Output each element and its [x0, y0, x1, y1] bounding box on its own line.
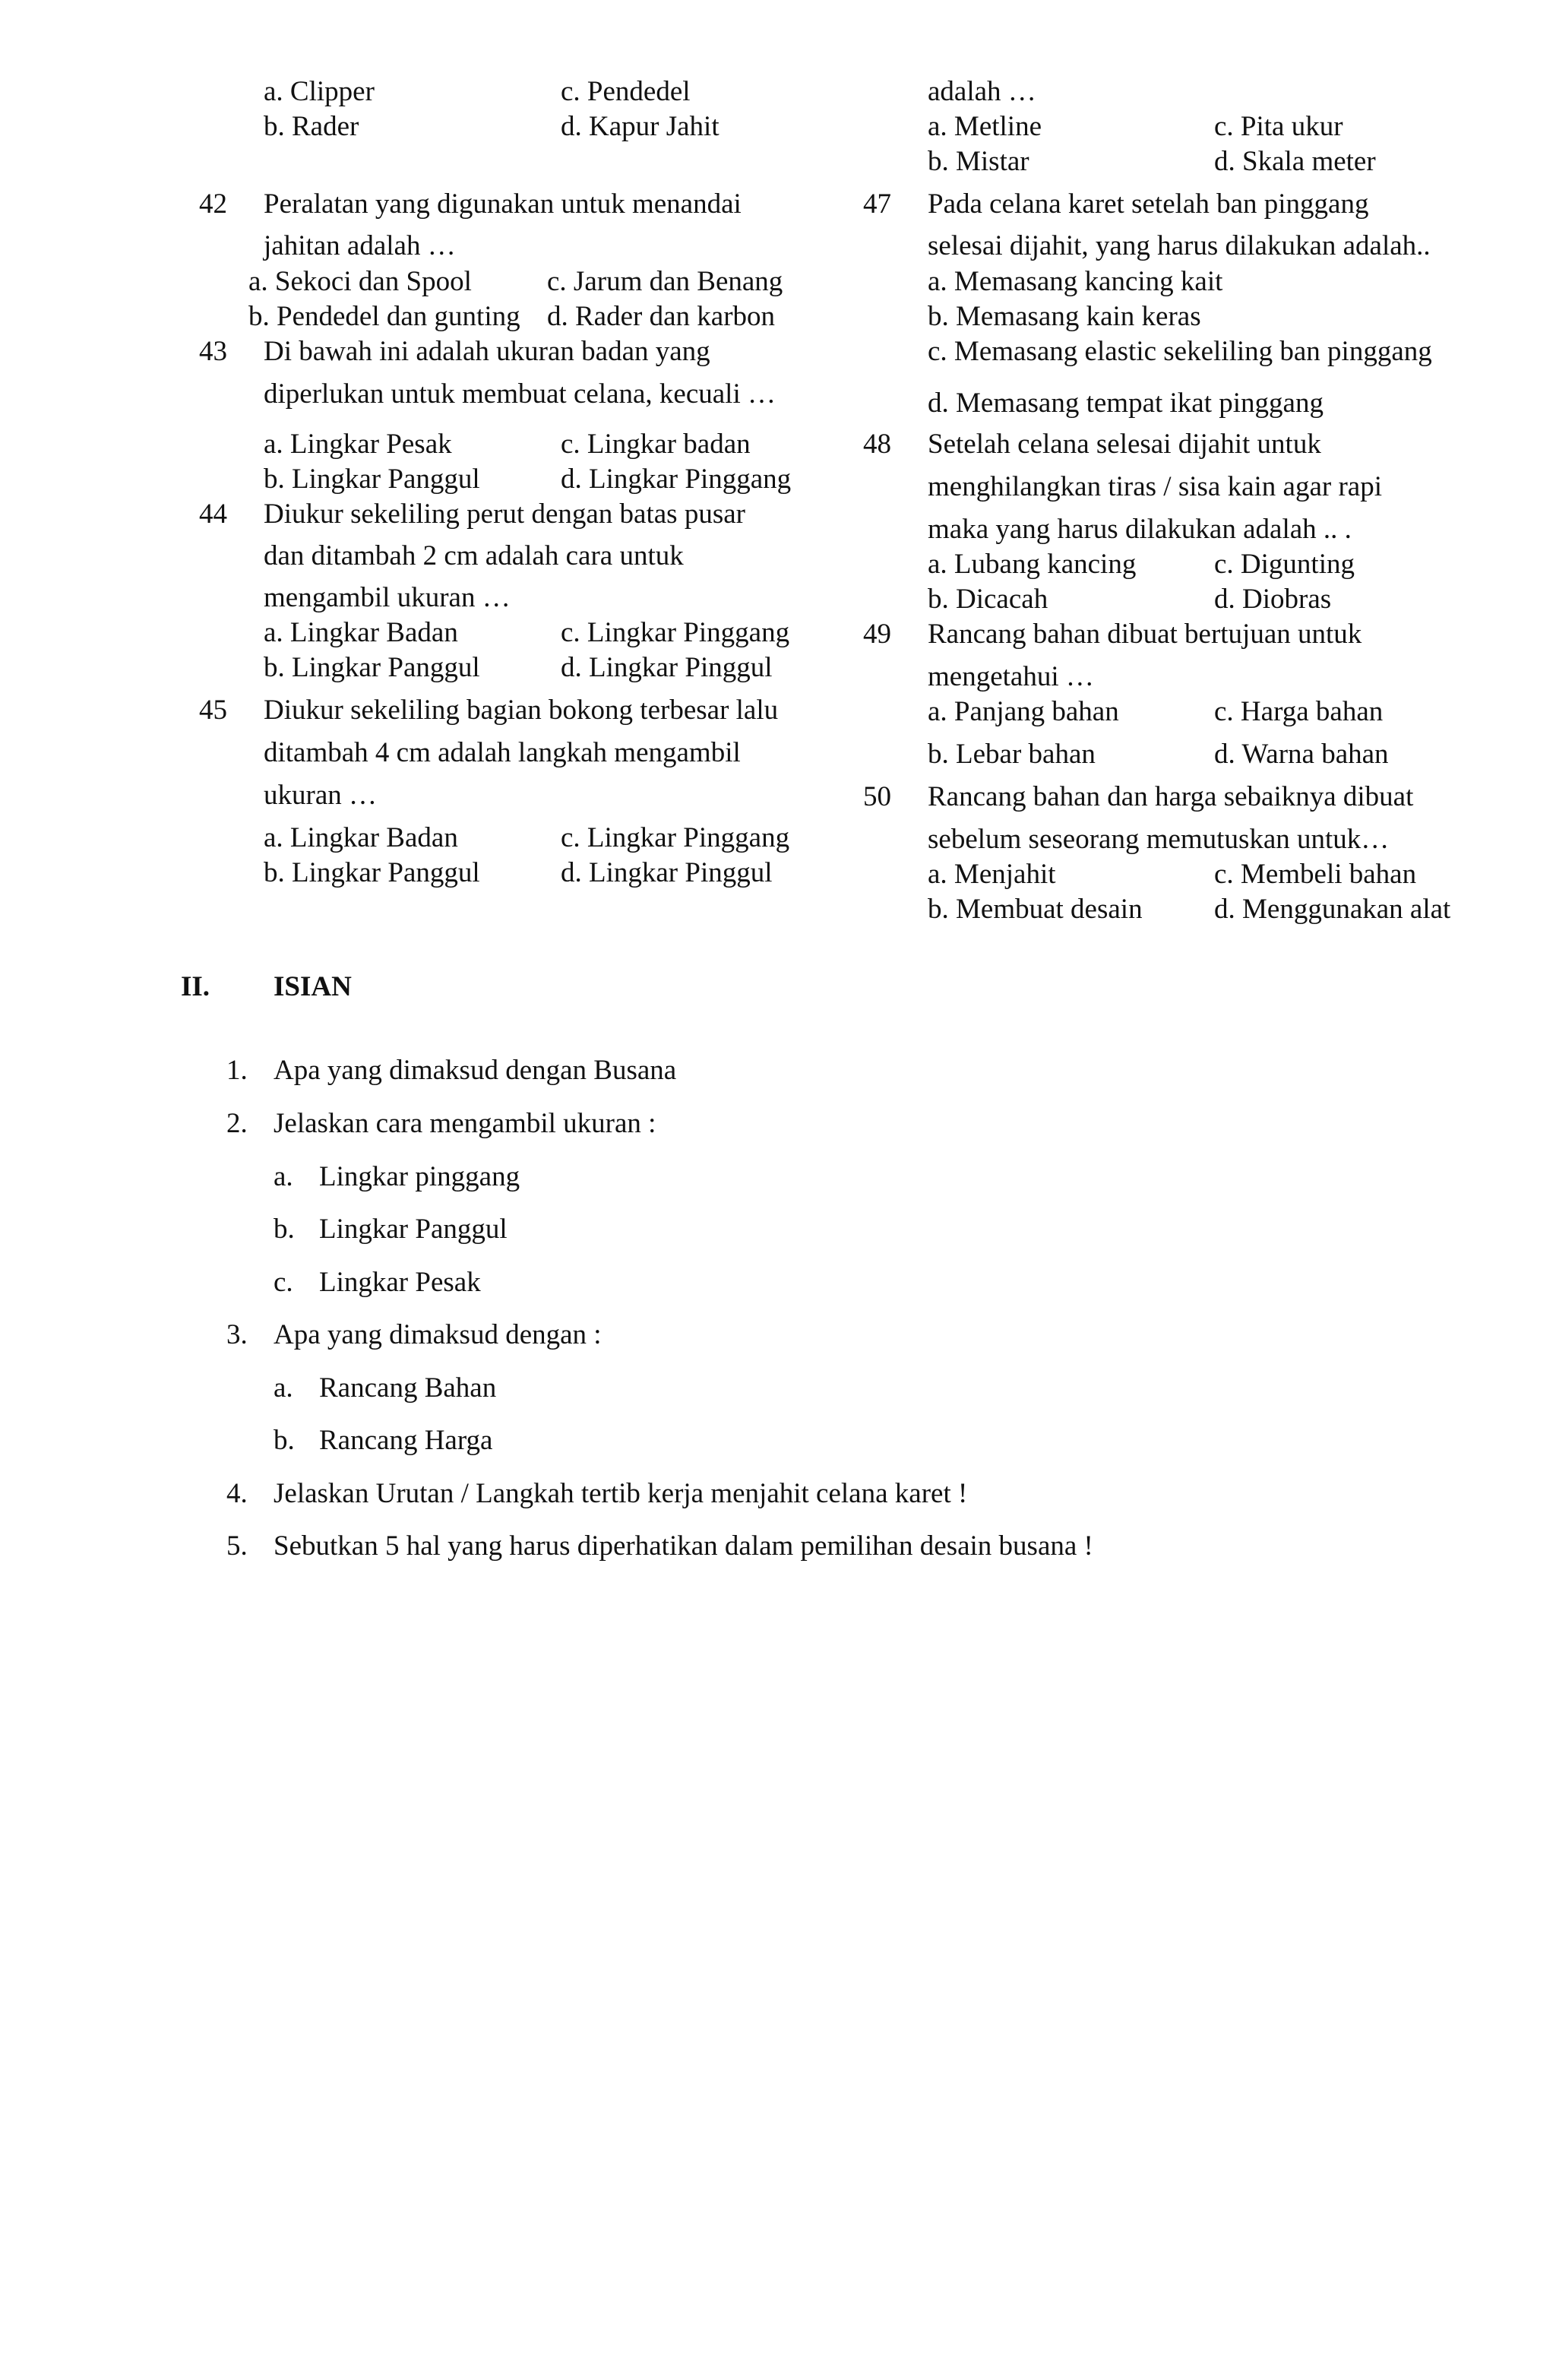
- q49-option-a: a. Panjang bahan: [928, 696, 1119, 727]
- q49-option-b: b. Lebar bahan: [928, 739, 1096, 770]
- q45-number: 45: [199, 695, 227, 726]
- q48-option-c: c. Digunting: [1214, 549, 1355, 580]
- q49-option-d: d. Warna bahan: [1214, 739, 1389, 770]
- q41-option-c: c. Pendedel: [561, 76, 691, 107]
- q48-question-line3: maka yang harus dilakukan adalah .. .: [928, 514, 1352, 545]
- q48-option-b: b. Dicacah: [928, 584, 1048, 615]
- q45-option-d: d. Lingkar Pinggul: [561, 857, 773, 888]
- essay-item-number: 2.: [226, 1108, 248, 1139]
- essay-subitem-letter: a.: [274, 1372, 293, 1404]
- q50-option-b: b. Membuat desain: [928, 894, 1143, 925]
- q44-option-b: b. Lingkar Panggul: [264, 652, 480, 683]
- q44-question-line1: Diukur sekeliling perut dengan batas pusar: [264, 498, 745, 530]
- q44-option-c: c. Lingkar Pinggang: [561, 617, 790, 648]
- essay-item-number: 5.: [226, 1530, 248, 1562]
- essay-item-number: 1.: [226, 1055, 248, 1086]
- q45-question-line1: Diukur sekeliling bagian bokong terbesar lalu: [264, 695, 779, 726]
- q43-option-b: b. Lingkar Panggul: [264, 464, 480, 495]
- essay-subitem-text: Rancang Harga: [319, 1425, 493, 1456]
- q48-option-a: a. Lubang kancing: [928, 549, 1137, 580]
- q43-question-line2: diperlukan untuk membuat celana, kecuali …: [264, 378, 776, 410]
- q43-option-c: c. Lingkar badan: [561, 429, 751, 460]
- essay-subitem-text: Lingkar pinggang: [319, 1161, 520, 1192]
- q49-question-line1: Rancang bahan dibuat bertujuan untuk: [928, 619, 1362, 650]
- essay-item-number: 3.: [226, 1319, 248, 1350]
- essay-subitem-letter: c.: [274, 1267, 293, 1298]
- essay-item-number: 4.: [226, 1478, 248, 1509]
- q43-question-line1: Di bawah ini adalah ukuran badan yang: [264, 336, 710, 367]
- q47-option-c: c. Memasang elastic sekeliling ban pinggang: [928, 336, 1432, 367]
- q44-option-d: d. Lingkar Pinggul: [561, 652, 773, 683]
- q49-question-line2: mengetahui …: [928, 661, 1094, 692]
- q50-question-line2: sebelum seseorang memutuskan untuk…: [928, 824, 1390, 855]
- q48-question-line2: menghilangkan tiras / sisa kain agar rapi: [928, 471, 1382, 502]
- section-title: ISIAN: [274, 971, 352, 1002]
- essay-item-text: Apa yang dimaksud dengan Busana: [274, 1055, 677, 1086]
- q47-question-line2: selesai dijahit, yang harus dilakukan adalah..: [928, 230, 1431, 261]
- essay-subitem-letter: b.: [274, 1425, 295, 1456]
- essay-item-text: Jelaskan Urutan / Langkah tertib kerja menjahit celana karet !: [274, 1478, 968, 1509]
- q48-number: 48: [863, 429, 891, 460]
- q47-option-d: d. Memasang tempat ikat pinggang: [928, 388, 1324, 419]
- q44-question-line2: dan ditambah 2 cm adalah cara untuk: [264, 540, 684, 571]
- q42-option-a: a. Sekoci dan Spool: [248, 266, 472, 297]
- q46-option-a: a. Metline: [928, 111, 1042, 142]
- q48-question-line1: Setelah celana selesai dijahit untuk: [928, 429, 1321, 460]
- q49-number: 49: [863, 619, 891, 650]
- q47-option-b: b. Memasang kain keras: [928, 301, 1201, 332]
- q41-option-d: d. Kapur Jahit: [561, 111, 719, 142]
- section-roman-numeral: II.: [181, 971, 210, 1002]
- q45-option-c: c. Lingkar Pinggang: [561, 822, 790, 853]
- q42-question-line1: Peralatan yang digunakan untuk menandai: [264, 188, 742, 220]
- essay-subitem-letter: a.: [274, 1161, 293, 1192]
- q46-option-d: d. Skala meter: [1214, 146, 1376, 177]
- q45-question-line3: ukuran …: [264, 780, 377, 811]
- q46-question-tail: adalah …: [928, 76, 1036, 107]
- essay-subitem-text: Lingkar Panggul: [319, 1214, 508, 1245]
- essay-subitem-letter: b.: [274, 1214, 295, 1245]
- q45-option-b: b. Lingkar Panggul: [264, 857, 480, 888]
- q47-question-line1: Pada celana karet setelah ban pinggang: [928, 188, 1369, 220]
- q43-option-d: d. Lingkar Pinggang: [561, 464, 792, 495]
- q50-number: 50: [863, 781, 891, 812]
- q43-option-a: a. Lingkar Pesak: [264, 429, 452, 460]
- q47-number: 47: [863, 188, 891, 220]
- essay-subitem-text: Lingkar Pesak: [319, 1267, 481, 1298]
- q49-option-c: c. Harga bahan: [1214, 696, 1384, 727]
- q46-option-c: c. Pita ukur: [1214, 111, 1343, 142]
- q41-option-b: b. Rader: [264, 111, 359, 142]
- q42-number: 42: [199, 188, 227, 220]
- essay-item-text: Sebutkan 5 hal yang harus diperhatikan dalam pemilihan desain busana !: [274, 1530, 1093, 1562]
- q43-number: 43: [199, 336, 227, 367]
- essay-item-text: Apa yang dimaksud dengan :: [274, 1319, 602, 1350]
- q47-option-a: a. Memasang kancing kait: [928, 266, 1223, 297]
- q42-option-c: c. Jarum dan Benang: [547, 266, 783, 297]
- essay-subitem-text: Rancang Bahan: [319, 1372, 497, 1404]
- q48-option-d: d. Diobras: [1214, 584, 1332, 615]
- q45-question-line2: ditambah 4 cm adalah langkah mengambil: [264, 737, 741, 768]
- q46-option-b: b. Mistar: [928, 146, 1029, 177]
- q41-option-a: a. Clipper: [264, 76, 375, 107]
- q42-option-b: b. Pendedel dan gunting: [248, 301, 520, 332]
- q50-option-a: a. Menjahit: [928, 859, 1056, 890]
- q42-option-d: d. Rader dan karbon: [547, 301, 776, 332]
- q45-option-a: a. Lingkar Badan: [264, 822, 458, 853]
- q44-question-line3: mengambil ukuran …: [264, 582, 511, 613]
- q44-option-a: a. Lingkar Badan: [264, 617, 458, 648]
- q44-number: 44: [199, 498, 227, 530]
- q42-question-line2: jahitan adalah …: [264, 230, 456, 261]
- q50-question-line1: Rancang bahan dan harga sebaiknya dibuat: [928, 781, 1414, 812]
- q50-option-d: d. Menggunakan alat: [1214, 894, 1451, 925]
- q50-option-c: c. Membeli bahan: [1214, 859, 1417, 890]
- essay-item-text: Jelaskan cara mengambil ukuran :: [274, 1108, 656, 1139]
